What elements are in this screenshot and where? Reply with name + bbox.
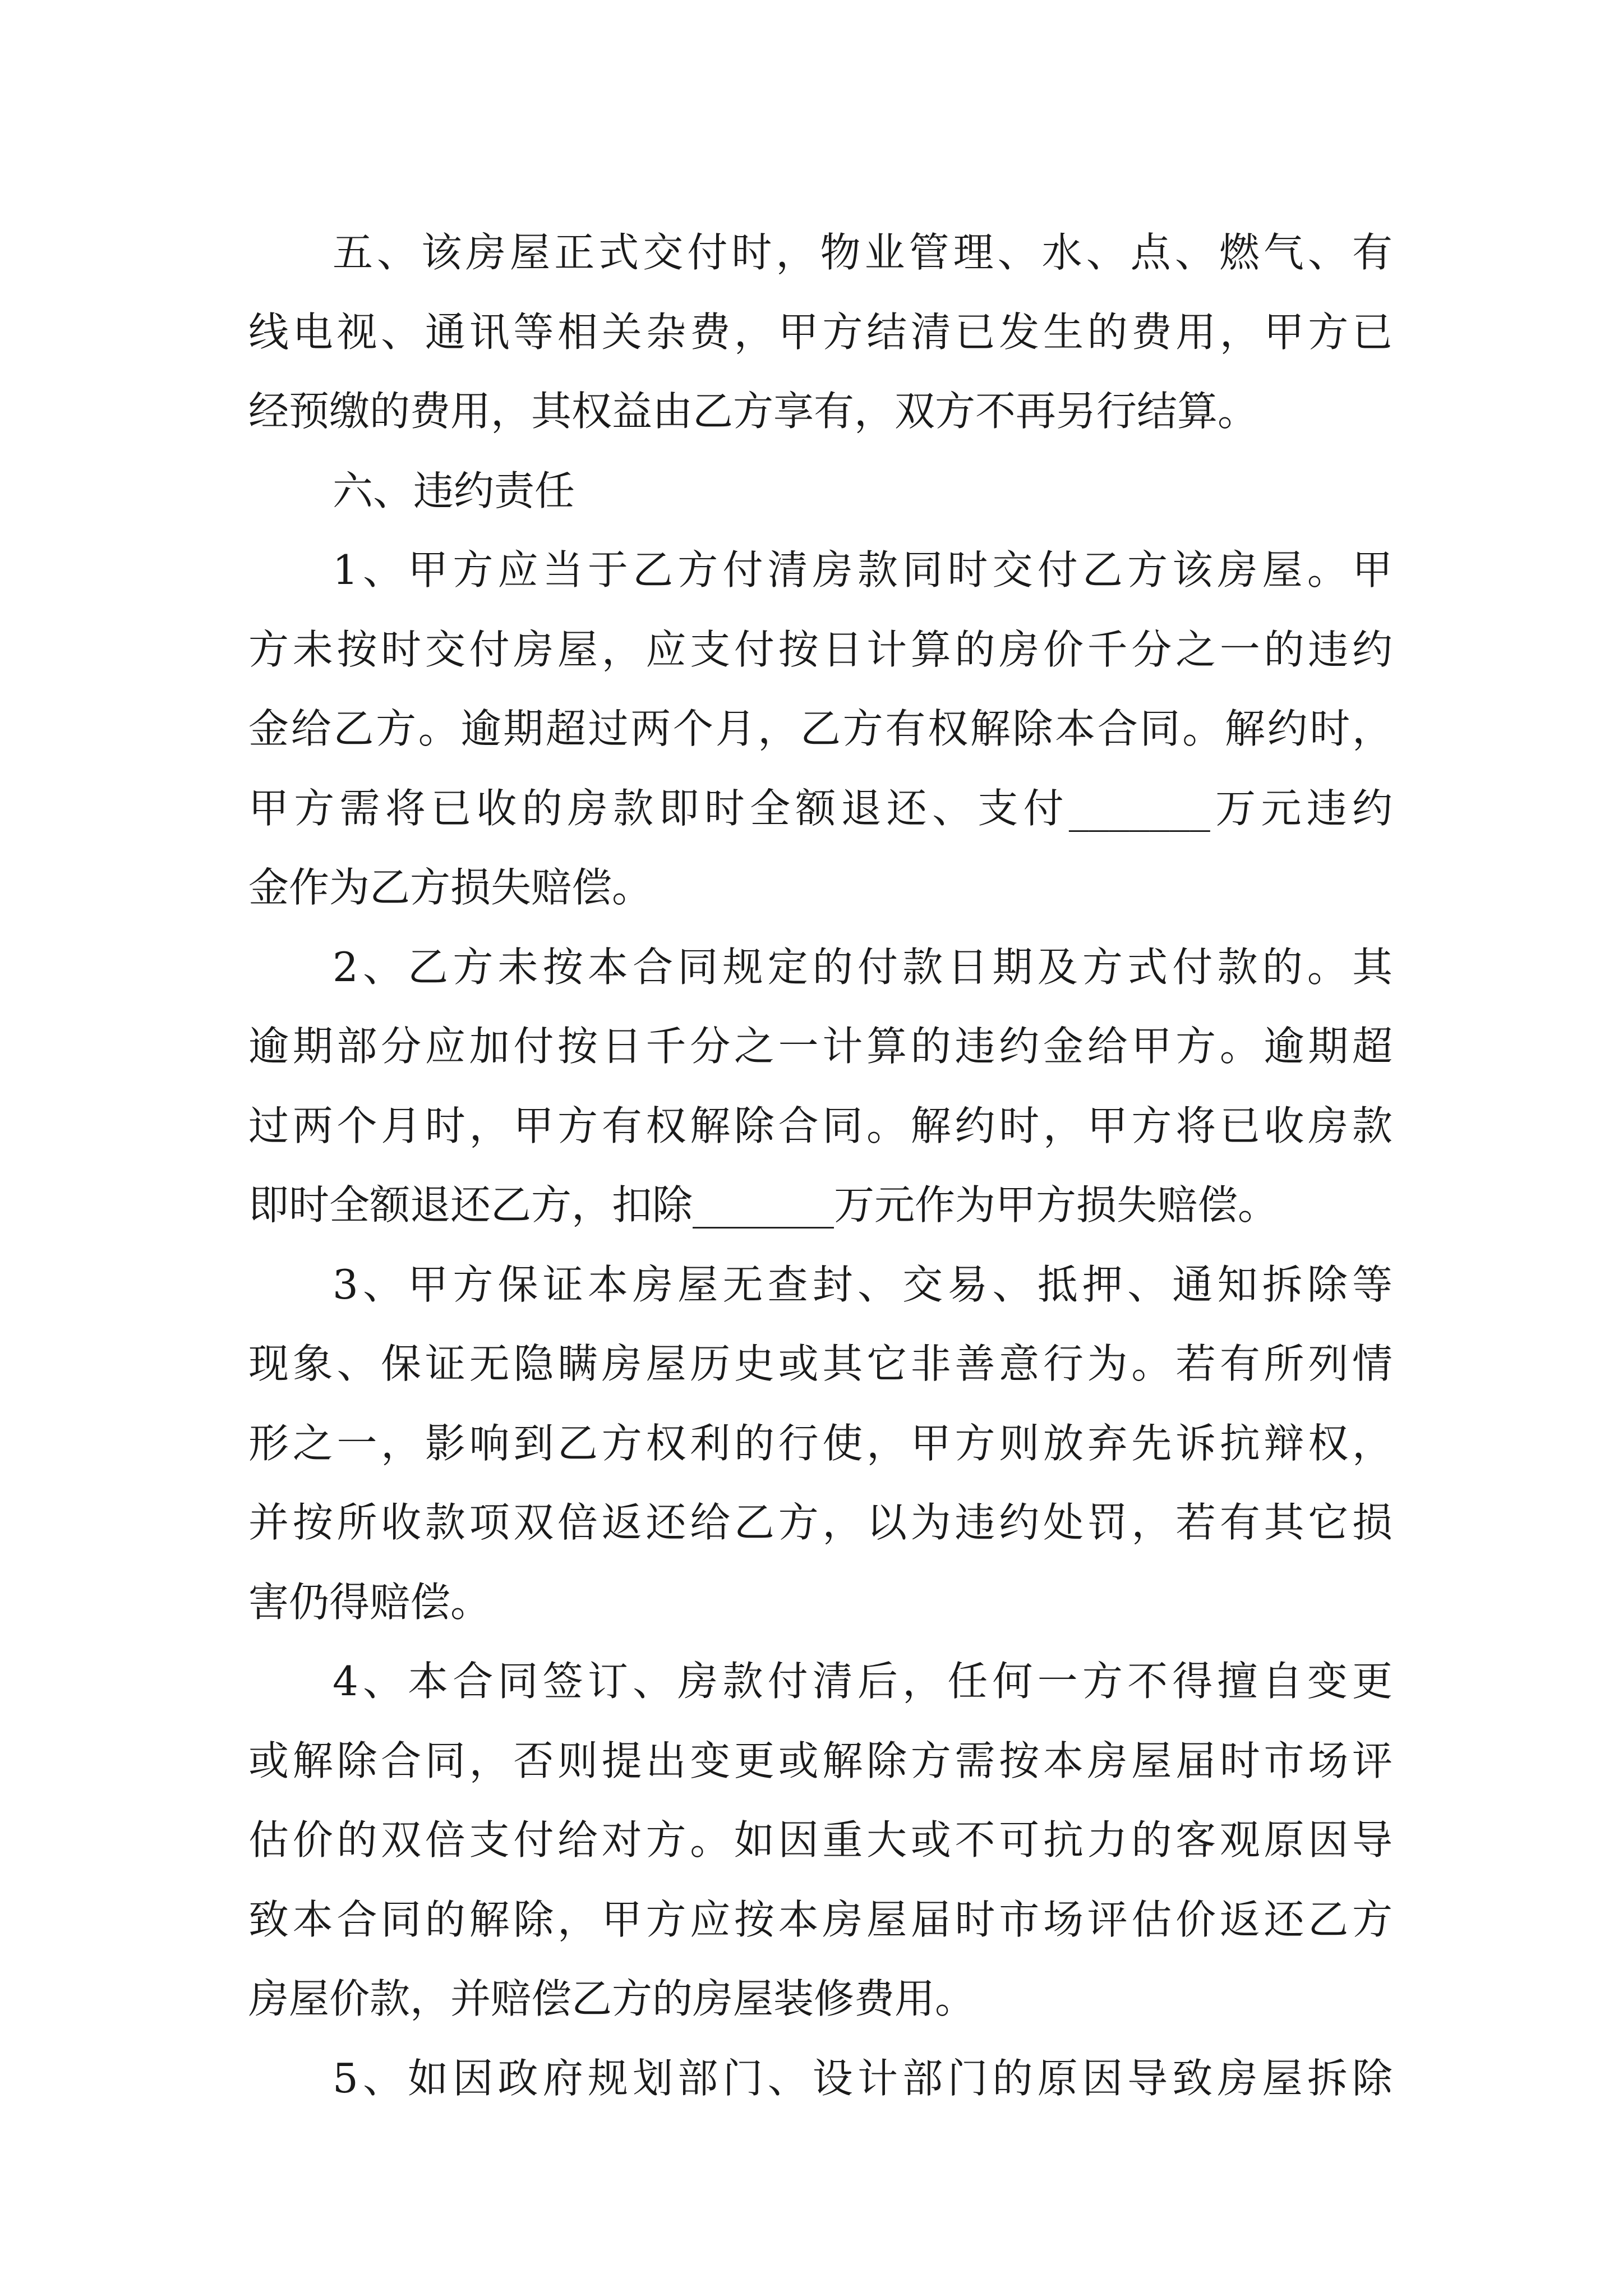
- clause-2-line-4: 即时全额退还乙方，扣除_______万元作为甲方损失赔偿。: [248, 1181, 1279, 1228]
- section-heading-breach: 六、违约责任: [333, 467, 575, 514]
- clause-3-line-5: 害仍得赔偿。: [248, 1578, 491, 1626]
- clause-4-line-4: 致本合同的解除，甲方应按本房屋届时市场评估价返还乙方: [248, 1895, 1393, 1943]
- clause-2-line-3: 过两个月时，甲方有权解除合同。解约时，甲方将已收房款: [248, 1102, 1393, 1149]
- clause-2-line-2: 逾期部分应加付按日千分之一计算的违约金给甲方。逾期超: [248, 1023, 1393, 1070]
- paragraph-5-line-2: 线电视、通讯等相关杂费，甲方结清已发生的费用，甲方已: [248, 308, 1393, 356]
- clause-1-line-2: 方未按时交付房屋，应支付按日计算的房价千分之一的违约: [248, 625, 1393, 673]
- clause-3-line-3: 形之一，影响到乙方权利的行使，甲方则放弃先诉抗辩权，: [248, 1419, 1393, 1467]
- clause-3-line-2: 现象、保证无隐瞒房屋历史或其它非善意行为。若有所列情: [248, 1340, 1393, 1387]
- clause-4-line-1: 4、本合同签订、房款付清后，任何一方不得擅自变更: [333, 1658, 1393, 1705]
- clause-1-line-5: 金作为乙方损失赔偿。: [248, 864, 653, 911]
- clause-1-line-4: 甲方需将已收的房款即时全额退还、支付_______万元违约: [248, 784, 1393, 832]
- document-body: [248, 213, 1393, 2118]
- clause-5-line-1: 5、如因政府规划部门、设计部门的原因导致房屋拆除: [333, 2054, 1393, 2102]
- clause-3-line-1: 3、甲方保证本房屋无查封、交易、抵押、通知拆除等: [333, 1260, 1393, 1308]
- clause-1-line-1: 1、甲方应当于乙方付清房款同时交付乙方该房屋。甲: [333, 546, 1393, 593]
- clause-3-line-4: 并按所收款项双倍返还给乙方，以为违约处罚，若有其它损: [248, 1499, 1393, 1546]
- clause-2-line-1: 2、乙方未按本合同规定的付款日期及方式付款的。其: [333, 943, 1393, 991]
- clause-1-line-3: 金给乙方。逾期超过两个月，乙方有权解除本合同。解约时，: [248, 705, 1393, 752]
- paragraph-5-line-1: 五、该房屋正式交付时，物业管理、水、点、燃气、有: [333, 229, 1393, 276]
- clause-4-line-2: 或解除合同，否则提出变更或解除方需按本房屋届时市场评: [248, 1737, 1393, 1784]
- clause-4-line-3: 估价的双倍支付给对方。如因重大或不可抗力的客观原因导: [248, 1816, 1393, 1864]
- clause-4-line-5: 房屋价款，并赔偿乙方的房屋装修费用。: [248, 1975, 976, 2022]
- paragraph-5-line-3: 经预缴的费用，其权益由乙方享有，双方不再另行结算。: [248, 388, 1258, 435]
